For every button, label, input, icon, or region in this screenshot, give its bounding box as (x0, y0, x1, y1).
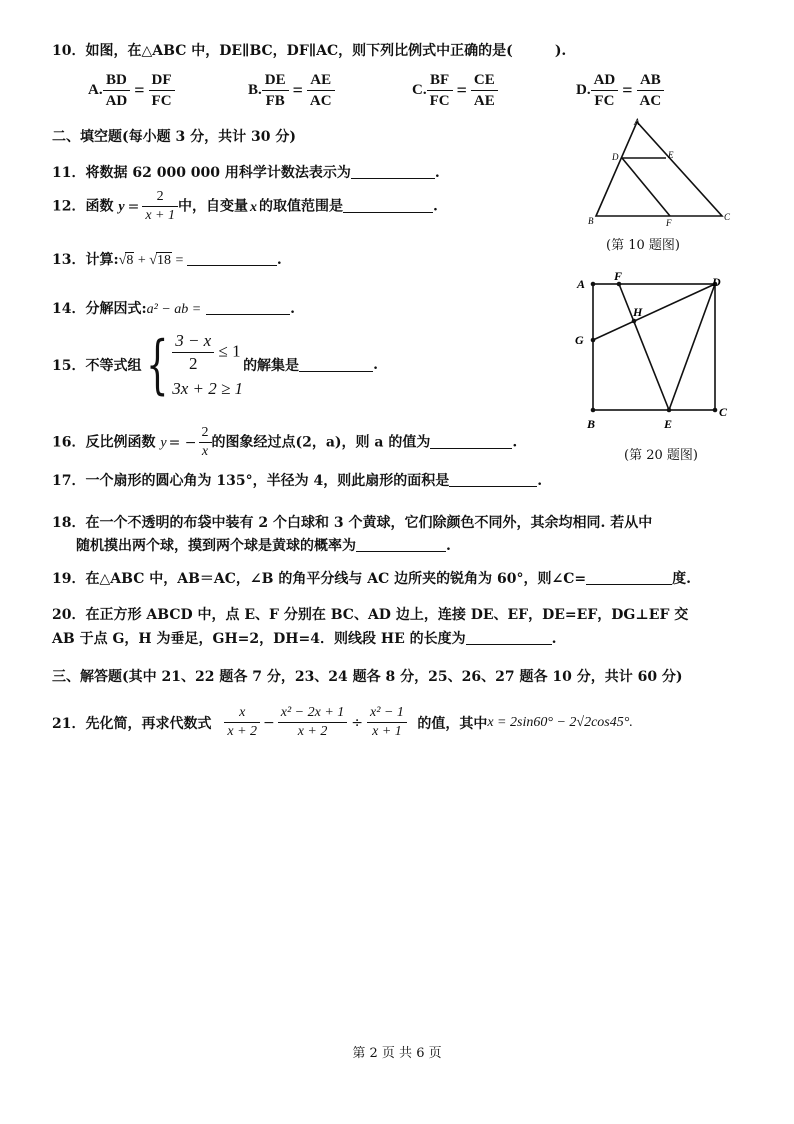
option-d-label: D. (576, 81, 591, 98)
q10-close: ). (554, 43, 567, 59)
fig10-label-c: C (724, 212, 731, 222)
fig20-point-b (591, 408, 596, 413)
option-d-frac-1: $\frac{AD}{FC}$ (591, 70, 619, 111)
question-21: 21．先化简，再求代数式 $\frac{x}{x + 2}$ − $\frac{\text{x² − 2x + 1}}{x + 2}$ ÷ $\frac{\text{x² − 1}}{x + 1}$ 的值，其中x = 2sin60° − 2√2cos45°. (52, 705, 633, 739)
question-17: 17．一个扇形的圆心角为 135°，半径为 4，则此扇形的面积是 . (52, 473, 543, 489)
question-16: 16．反比例函数 y = − $\frac{2}{x}$ 的图象经过点(2，a)，则 a 的值为 . (52, 425, 518, 459)
question-18-line-1: 18．在一个不透明的布袋中装有 2 个白球和 3 个黄球，它们除颜色不同外，其余均相同. 若从中 (52, 515, 653, 531)
question-11: 11．将数据 62 000 000 用科学计数法表示为 . (52, 165, 440, 181)
fig10-segment-df (622, 158, 670, 216)
option-b-eq: = (292, 80, 303, 100)
option-b-frac-1: $\frac{DE}{FB}$ (262, 70, 289, 111)
fig10-label-a: A (634, 117, 640, 127)
figure-20-caption: (第 20 题图) (624, 448, 698, 463)
option-b-label: B. (248, 81, 262, 98)
fig20-point-c (713, 408, 718, 413)
q17-blank[interactable] (449, 472, 537, 487)
q14-blank[interactable] (206, 300, 290, 315)
question-12: 12．函数 y = $\frac{2}{x + 1}$ 中，自变量 x 的取值范围是 . (52, 189, 438, 223)
figure-10-caption: (第 10 题图) (606, 238, 680, 253)
q15-blank[interactable] (299, 357, 373, 372)
fig20-segment-de (669, 284, 715, 410)
option-c-label: C. (412, 81, 427, 98)
option-a (88, 70, 175, 111)
option-d-eq: = (622, 80, 633, 100)
option-c (412, 70, 498, 111)
question-10 (52, 40, 566, 60)
question-14: 14．分解因式:a² − ab = . (52, 301, 295, 317)
option-c-frac-2: $\frac{CE}{AE}$ (471, 70, 498, 111)
question-15: 15．不等式组{ $\frac{3 - x}{2}$ ≤ 1 3x + 2 ≥ 1 的解集是 . (52, 327, 378, 402)
option-c-frac-1: $\frac{BF}{FC}$ (427, 70, 453, 111)
option-d-frac-2: $\frac{AB}{AC}$ (637, 70, 665, 111)
q15-brace: { (146, 327, 170, 402)
q13-blank[interactable] (187, 251, 277, 266)
fig20-label-d: D (712, 275, 721, 289)
option-a-frac-2: $\frac{DF}{FC}$ (149, 70, 175, 111)
q16-blank[interactable] (430, 434, 512, 449)
q12-fraction: $\frac{2}{x + 1}$ (142, 188, 178, 225)
option-a-label: A. (88, 81, 103, 98)
fig10-label-e: E (668, 150, 674, 160)
option-c-eq: = (456, 80, 467, 100)
section-2-heading: 二、填空题(每小题 3 分，共计 30 分) (52, 129, 296, 145)
q20-blank[interactable] (466, 630, 552, 645)
question-13: 13．计算:√8 + √18 = . (52, 252, 282, 268)
q16-fraction: $\frac{2}{x}$ (199, 424, 212, 461)
q10-text: 如图，在△ABC 中，DE∥BC，DF∥AC，则下列比例式中正确的是( (85, 43, 513, 59)
figure-10-triangle (584, 116, 734, 228)
fig20-point-g (591, 338, 596, 343)
fig20-label-e: E (664, 417, 673, 431)
q12-blank[interactable] (343, 198, 433, 213)
section-3-heading: 三、解答题(其中 21、22 题各 7 分，23、24 题各 8 分，25、26、27 题各 10 分，共计 60 分) (52, 669, 683, 685)
fig20-label-f: F (614, 270, 623, 283)
option-d (576, 70, 664, 111)
option-a-frac-1: $\frac{BD}{AD}$ (103, 70, 131, 111)
fig20-point-h (632, 319, 637, 324)
option-b-frac-2: $\frac{AE}{AC}$ (307, 70, 335, 111)
fig20-point-e (667, 408, 672, 413)
q15-system: $\frac{3 - x}{2}$ ≤ 1 3x + 2 ≥ 1 (172, 331, 244, 398)
fig20-label-g: G (575, 333, 584, 347)
question-19: 19．在△ABC 中，AB＝AC，∠B 的角平分线与 AC 边所夹的锐角为 60°，则∠C= 度. (52, 571, 691, 587)
option-b (248, 70, 335, 111)
fig20-label-c: C (719, 405, 728, 419)
q18-blank[interactable] (356, 537, 446, 552)
page-footer: 第 2 页 共 6 页 (352, 1046, 442, 1061)
q19-blank[interactable] (586, 570, 672, 585)
q11-blank[interactable] (351, 164, 435, 179)
fig20-point-a (591, 282, 596, 287)
fig20-label-h: H (633, 305, 643, 319)
question-20-line-2: AB 于点 G，H 为垂足，GH=2，DH=4．则线段 HE 的长度为 . (52, 631, 557, 647)
fig10-label-d: D (612, 152, 619, 162)
fig10-label-b: B (588, 216, 594, 226)
fig20-label-a: A (577, 277, 586, 291)
question-18-line-2: 随机摸出两个球，摸到两个球是黄球的概率为 . (76, 538, 451, 554)
question-20-line-1: 20．在正方形 ABCD 中，点 E、F 分别在 BC、AD 边上，连接 DE、EF，DE=EF，DG⊥EF 交 (52, 607, 689, 623)
option-a-eq: = (134, 80, 145, 100)
fig20-square-abcd (593, 284, 715, 410)
fig20-segment-fe (619, 284, 669, 410)
figure-20-square (568, 270, 738, 435)
fig20-label-b: B (587, 417, 596, 431)
fig10-label-f: F (666, 218, 672, 228)
fig20-segment-dg (593, 284, 715, 340)
q10-number: 10． (52, 43, 86, 59)
